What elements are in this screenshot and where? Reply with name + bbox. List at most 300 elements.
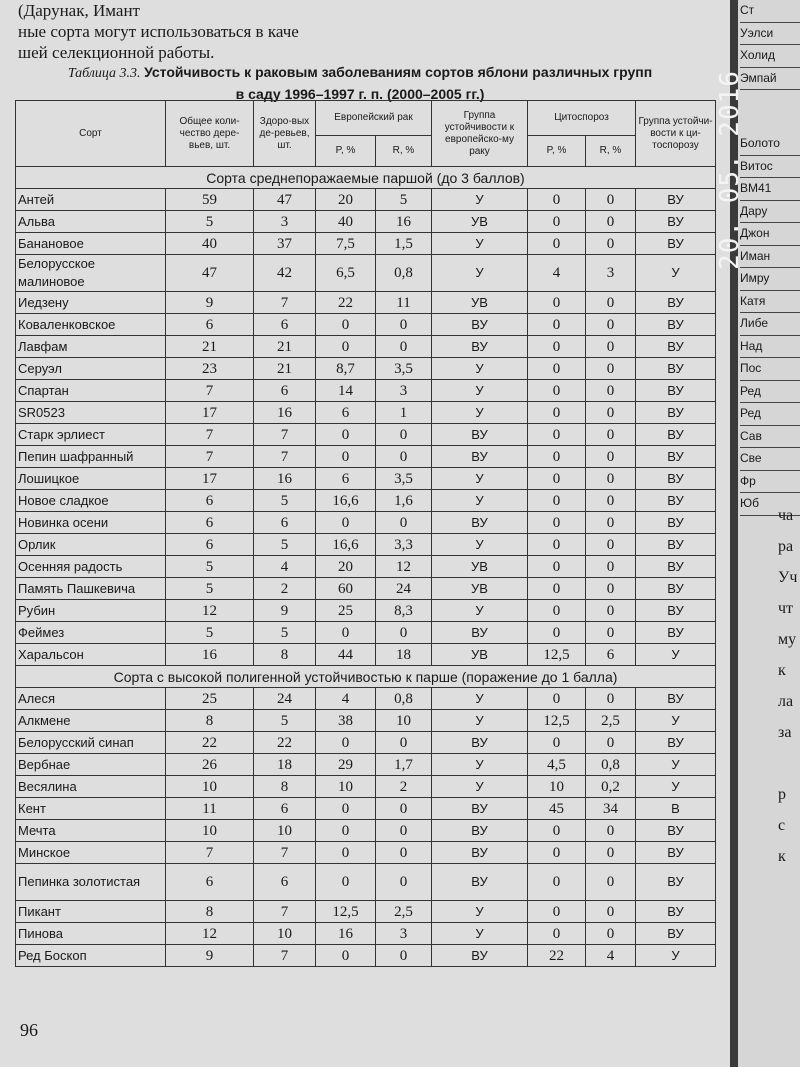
cell-sort: Минское <box>16 842 166 864</box>
right-text-fragment: чт <box>778 600 794 617</box>
cell-cyto-r: 0 <box>586 923 636 945</box>
table-row <box>16 923 716 945</box>
header-sort: Сорт <box>16 101 166 167</box>
cell-euro-p: 16,6 <box>316 490 376 512</box>
right-text-fragment: Уч <box>778 569 798 586</box>
cell-sort: Алкмене <box>16 710 166 732</box>
cell-euro-r: 3,3 <box>376 534 432 556</box>
cell-healthy: 2 <box>254 578 316 600</box>
header-healthy: Здоро-вых де-ревьев, шт. <box>254 101 316 167</box>
cell-sort: Новое сладкое <box>16 490 166 512</box>
cell-total: 10 <box>166 820 254 842</box>
cell-cyto-p: 0 <box>528 402 586 424</box>
cell-healthy: 37 <box>254 233 316 255</box>
right-text-fragment: за <box>778 724 792 741</box>
cell-cyto-r: 0 <box>586 732 636 754</box>
right-page-text <box>778 500 800 872</box>
cell-euro-p: 22 <box>316 292 376 314</box>
cell-euro-r: 1,5 <box>376 233 432 255</box>
cell-cyto-r: 0 <box>586 336 636 358</box>
cell-euro-r: 3 <box>376 923 432 945</box>
cell-euro-p: 40 <box>316 211 376 233</box>
cell-euro-p: 25 <box>316 600 376 622</box>
right-list-item: Иман <box>740 246 800 269</box>
cell-cyto-p: 0 <box>528 380 586 402</box>
table-container <box>15 100 715 967</box>
cell-group-cyto: ВУ <box>636 732 716 754</box>
cell-group-euro: У <box>432 901 528 923</box>
cell-cyto-p: 4,5 <box>528 754 586 776</box>
table-row <box>16 402 716 424</box>
cell-group-euro: УВ <box>432 556 528 578</box>
cell-cyto-p: 0 <box>528 864 586 901</box>
cell-sort: Новинка осени <box>16 512 166 534</box>
cell-healthy: 16 <box>254 402 316 424</box>
right-list-item: Сав <box>740 426 800 449</box>
cell-cyto-p: 0 <box>528 901 586 923</box>
table-row <box>16 622 716 644</box>
table-row <box>16 534 716 556</box>
right-list-item: Либе <box>740 313 800 336</box>
cell-euro-p: 12,5 <box>316 901 376 923</box>
cell-group-euro: ВУ <box>432 314 528 336</box>
cell-group-cyto: ВУ <box>636 688 716 710</box>
cell-group-cyto: ВУ <box>636 336 716 358</box>
cell-cyto-p: 0 <box>528 600 586 622</box>
cell-euro-r: 3,5 <box>376 468 432 490</box>
cell-total: 7 <box>166 380 254 402</box>
cell-sort: Весялина <box>16 776 166 798</box>
cell-total: 7 <box>166 446 254 468</box>
cell-group-cyto: ВУ <box>636 490 716 512</box>
cell-total: 26 <box>166 754 254 776</box>
cell-cyto-p: 0 <box>528 468 586 490</box>
cell-sort: Мечта <box>16 820 166 842</box>
cell-sort: Серуэл <box>16 358 166 380</box>
cell-euro-r: 3 <box>376 380 432 402</box>
cell-cyto-r: 0 <box>586 292 636 314</box>
cell-group-euro: УВ <box>432 292 528 314</box>
cell-group-cyto: У <box>636 754 716 776</box>
cell-cyto-p: 12,5 <box>528 644 586 666</box>
cell-euro-r: 0 <box>376 446 432 468</box>
cell-group-euro: ВУ <box>432 798 528 820</box>
cell-total: 17 <box>166 402 254 424</box>
cell-total: 7 <box>166 424 254 446</box>
cell-euro-p: 0 <box>316 732 376 754</box>
cell-group-cyto: ВУ <box>636 292 716 314</box>
cell-cyto-r: 0 <box>586 578 636 600</box>
cell-cyto-p: 0 <box>528 688 586 710</box>
right-text-fragment: ча <box>778 507 794 524</box>
table-title-line2: в саду 1996–1997 г. п. (2000–2005 гг.) <box>235 86 485 102</box>
right-list-item: Болото <box>740 133 800 156</box>
cell-cyto-r: 0 <box>586 380 636 402</box>
cell-sort: Орлик <box>16 534 166 556</box>
cell-healthy: 6 <box>254 380 316 402</box>
cell-euro-p: 0 <box>316 622 376 644</box>
cell-euro-r: 0,8 <box>376 255 432 292</box>
cell-group-cyto: ВУ <box>636 512 716 534</box>
cell-group-euro: ВУ <box>432 446 528 468</box>
cell-total: 6 <box>166 864 254 901</box>
cell-euro-p: 6,5 <box>316 255 376 292</box>
cell-group-cyto: ВУ <box>636 556 716 578</box>
cell-cyto-r: 34 <box>586 798 636 820</box>
cell-euro-r: 0 <box>376 314 432 336</box>
right-list-item: Имру <box>740 268 800 291</box>
cell-euro-r: 5 <box>376 189 432 211</box>
cell-total: 5 <box>166 622 254 644</box>
cell-healthy: 24 <box>254 688 316 710</box>
cell-sort: Лавфам <box>16 336 166 358</box>
table-row <box>16 901 716 923</box>
table-row <box>16 732 716 754</box>
cell-cyto-p: 0 <box>528 578 586 600</box>
right-list-item: Уэлси <box>740 23 800 46</box>
cell-group-cyto: ВУ <box>636 820 716 842</box>
table-row <box>16 211 716 233</box>
cell-euro-r: 0 <box>376 622 432 644</box>
cell-healthy: 7 <box>254 446 316 468</box>
cell-healthy: 10 <box>254 820 316 842</box>
cell-euro-p: 16 <box>316 923 376 945</box>
cell-cyto-p: 0 <box>528 732 586 754</box>
cell-euro-r: 0 <box>376 732 432 754</box>
cell-total: 11 <box>166 798 254 820</box>
section-row <box>16 167 716 189</box>
cell-sort: Осенняя радость <box>16 556 166 578</box>
cell-group-euro: ВУ <box>432 945 528 967</box>
cell-healthy: 22 <box>254 732 316 754</box>
cell-euro-p: 20 <box>316 556 376 578</box>
cell-healthy: 7 <box>254 901 316 923</box>
cell-sort: Банановое <box>16 233 166 255</box>
cell-euro-p: 4 <box>316 688 376 710</box>
cell-cyto-r: 0 <box>586 211 636 233</box>
cell-sort: Пепинка золотистая <box>16 864 166 901</box>
cell-cyto-r: 0 <box>586 358 636 380</box>
cell-euro-r: 12 <box>376 556 432 578</box>
cell-euro-p: 6 <box>316 468 376 490</box>
cell-healthy: 9 <box>254 600 316 622</box>
cell-group-euro: У <box>432 358 528 380</box>
section-row <box>16 666 716 688</box>
cell-sort: SR0523 <box>16 402 166 424</box>
cell-group-euro: У <box>432 189 528 211</box>
cell-sort: Коваленковское <box>16 314 166 336</box>
cell-euro-p: 6 <box>316 402 376 424</box>
cell-euro-r: 0,8 <box>376 688 432 710</box>
cell-cyto-r: 0 <box>586 556 636 578</box>
table-row <box>16 798 716 820</box>
cell-cyto-r: 0 <box>586 820 636 842</box>
cell-cyto-p: 0 <box>528 189 586 211</box>
cell-cyto-r: 0 <box>586 314 636 336</box>
cell-euro-r: 1,6 <box>376 490 432 512</box>
cell-cyto-r: 0 <box>586 864 636 901</box>
cell-euro-p: 0 <box>316 945 376 967</box>
cell-cyto-p: 0 <box>528 512 586 534</box>
cell-healthy: 7 <box>254 292 316 314</box>
table-row <box>16 945 716 967</box>
right-list-item: Ред <box>740 403 800 426</box>
cell-euro-p: 0 <box>316 864 376 901</box>
cell-healthy: 4 <box>254 556 316 578</box>
cell-cyto-p: 0 <box>528 233 586 255</box>
right-list-item: Све <box>740 448 800 471</box>
section-title: Сорта среднепоражаемые паршой (до 3 баллов) <box>16 167 716 189</box>
cell-cyto-p: 10 <box>528 776 586 798</box>
cell-euro-r: 18 <box>376 644 432 666</box>
cell-euro-p: 0 <box>316 314 376 336</box>
cell-group-euro: ВУ <box>432 424 528 446</box>
cell-group-euro: У <box>432 776 528 798</box>
cell-euro-p: 14 <box>316 380 376 402</box>
cell-group-cyto: ВУ <box>636 446 716 468</box>
cell-total: 6 <box>166 314 254 336</box>
cell-healthy: 5 <box>254 490 316 512</box>
table-row <box>16 578 716 600</box>
cell-euro-p: 0 <box>316 798 376 820</box>
cell-healthy: 16 <box>254 468 316 490</box>
cell-cyto-r: 2,5 <box>586 710 636 732</box>
cell-total: 5 <box>166 556 254 578</box>
cell-healthy: 8 <box>254 644 316 666</box>
cell-total: 7 <box>166 842 254 864</box>
cell-euro-p: 16,6 <box>316 534 376 556</box>
cell-cyto-p: 45 <box>528 798 586 820</box>
table-row <box>16 358 716 380</box>
cell-total: 6 <box>166 534 254 556</box>
cell-group-cyto: ВУ <box>636 380 716 402</box>
cell-euro-p: 0 <box>316 446 376 468</box>
cell-healthy: 7 <box>254 424 316 446</box>
cell-sort: Феймез <box>16 622 166 644</box>
cell-euro-p: 8,7 <box>316 358 376 380</box>
right-text-fragment: ла <box>778 693 794 710</box>
cell-group-euro: У <box>432 233 528 255</box>
cell-total: 17 <box>166 468 254 490</box>
cell-total: 6 <box>166 512 254 534</box>
intro-text <box>18 0 718 63</box>
cell-cyto-p: 4 <box>528 255 586 292</box>
cell-cyto-r: 0 <box>586 468 636 490</box>
table-row <box>16 292 716 314</box>
cell-euro-r: 8,3 <box>376 600 432 622</box>
cell-group-euro: У <box>432 710 528 732</box>
cell-group-euro: ВУ <box>432 732 528 754</box>
right-text-fragment: к <box>778 848 786 865</box>
cell-cyto-p: 22 <box>528 945 586 967</box>
cell-group-cyto: У <box>636 644 716 666</box>
cell-cyto-r: 0 <box>586 189 636 211</box>
cell-cyto-r: 3 <box>586 255 636 292</box>
cell-euro-r: 1,7 <box>376 754 432 776</box>
cell-group-cyto: ВУ <box>636 314 716 336</box>
cell-total: 5 <box>166 211 254 233</box>
cell-group-cyto: ВУ <box>636 901 716 923</box>
section-title: Сорта с высокой полигенной устойчивостью к парше (поражение до 1 балла) <box>16 666 716 688</box>
cell-sort: Пепин шафранный <box>16 446 166 468</box>
cell-group-cyto: ВУ <box>636 402 716 424</box>
cell-euro-r: 0 <box>376 336 432 358</box>
cell-sort: Иедзену <box>16 292 166 314</box>
right-text-fragment <box>778 748 800 779</box>
cell-group-cyto: ВУ <box>636 424 716 446</box>
cell-total: 16 <box>166 644 254 666</box>
right-text-fragment: к <box>778 662 786 679</box>
cell-euro-r: 2,5 <box>376 901 432 923</box>
cell-cyto-p: 0 <box>528 490 586 512</box>
right-list-item: Ред <box>740 381 800 404</box>
right-list-item: Витос <box>740 156 800 179</box>
cell-group-euro: У <box>432 688 528 710</box>
table-row <box>16 314 716 336</box>
cell-cyto-r: 6 <box>586 644 636 666</box>
header-group-cyto: Группа устойчи-вости к ци-тоспорозу <box>636 101 716 167</box>
cell-euro-r: 0 <box>376 820 432 842</box>
cell-group-euro: У <box>432 468 528 490</box>
cell-group-euro: ВУ <box>432 336 528 358</box>
table-row <box>16 380 716 402</box>
intro-line: (Дарунак, Имант <box>18 1 140 20</box>
cell-group-cyto: ВУ <box>636 578 716 600</box>
cell-sort: Харальсон <box>16 644 166 666</box>
date-stamp-text: 20. 05. 2016 <box>715 70 745 270</box>
cell-euro-p: 29 <box>316 754 376 776</box>
cell-healthy: 42 <box>254 255 316 292</box>
cell-cyto-r: 0 <box>586 842 636 864</box>
table-row <box>16 688 716 710</box>
cell-sort: Рубин <box>16 600 166 622</box>
cell-group-cyto: ВУ <box>636 534 716 556</box>
table-row <box>16 468 716 490</box>
table-row <box>16 820 716 842</box>
cell-cyto-r: 0 <box>586 490 636 512</box>
header-cyto-p: P, % <box>528 136 586 167</box>
cell-healthy: 8 <box>254 776 316 798</box>
cell-cyto-p: 0 <box>528 842 586 864</box>
cell-total: 59 <box>166 189 254 211</box>
cell-cyto-r: 0 <box>586 446 636 468</box>
cell-total: 12 <box>166 600 254 622</box>
cell-cyto-r: 0 <box>586 512 636 534</box>
table-row <box>16 336 716 358</box>
cell-cyto-r: 4 <box>586 945 636 967</box>
cell-total: 10 <box>166 776 254 798</box>
cell-group-cyto: ВУ <box>636 211 716 233</box>
cell-group-euro: У <box>432 754 528 776</box>
cell-total: 8 <box>166 901 254 923</box>
cell-euro-p: 60 <box>316 578 376 600</box>
cell-euro-p: 38 <box>316 710 376 732</box>
cell-healthy: 7 <box>254 842 316 864</box>
cell-total: 25 <box>166 688 254 710</box>
cell-total: 22 <box>166 732 254 754</box>
cell-sort: Кент <box>16 798 166 820</box>
cell-euro-r: 16 <box>376 211 432 233</box>
right-list-item: Джон <box>740 223 800 246</box>
right-list-item: Юб <box>740 493 800 516</box>
table-title: Устойчивость к раковым заболеваниям сортов яблони различных групп <box>144 64 653 80</box>
cell-euro-r: 0 <box>376 798 432 820</box>
cell-cyto-p: 0 <box>528 534 586 556</box>
cell-group-cyto: ВУ <box>636 468 716 490</box>
cell-group-cyto: ВУ <box>636 842 716 864</box>
cell-group-cyto: У <box>636 710 716 732</box>
right-list-item: Катя <box>740 291 800 314</box>
right-list-item: Ст <box>740 0 800 23</box>
cell-healthy: 6 <box>254 512 316 534</box>
cell-group-euro: У <box>432 534 528 556</box>
cell-group-euro: У <box>432 923 528 945</box>
table-row <box>16 446 716 468</box>
cell-cyto-p: 0 <box>528 820 586 842</box>
cell-healthy: 7 <box>254 945 316 967</box>
cell-healthy: 6 <box>254 864 316 901</box>
cell-sort: Алеся <box>16 688 166 710</box>
right-list-item: Дару <box>740 201 800 224</box>
cell-cyto-r: 0 <box>586 534 636 556</box>
cell-group-euro: УВ <box>432 644 528 666</box>
table-row <box>16 255 716 292</box>
cell-sort: Альва <box>16 211 166 233</box>
cell-total: 6 <box>166 490 254 512</box>
cell-euro-r: 0 <box>376 864 432 901</box>
right-list-item: Холид <box>740 45 800 68</box>
cell-group-euro: У <box>432 600 528 622</box>
cell-group-euro: У <box>432 255 528 292</box>
cell-cyto-p: 0 <box>528 358 586 380</box>
cell-group-cyto: ВУ <box>636 189 716 211</box>
intro-line: ные сорта могут использоваться в каче <box>18 22 299 41</box>
cell-euro-r: 2 <box>376 776 432 798</box>
table-row <box>16 600 716 622</box>
cell-group-euro: ВУ <box>432 842 528 864</box>
table-row <box>16 424 716 446</box>
cell-cyto-p: 0 <box>528 923 586 945</box>
table-row <box>16 754 716 776</box>
table-row <box>16 842 716 864</box>
cell-euro-r: 0 <box>376 512 432 534</box>
cell-euro-r: 0 <box>376 424 432 446</box>
cell-sort: Пинова <box>16 923 166 945</box>
table-row <box>16 512 716 534</box>
cell-euro-p: 7,5 <box>316 233 376 255</box>
cell-healthy: 18 <box>254 754 316 776</box>
cell-cyto-p: 0 <box>528 622 586 644</box>
right-list-item: ВМ41 <box>740 178 800 201</box>
cell-group-euro: УВ <box>432 211 528 233</box>
cell-group-euro: У <box>432 490 528 512</box>
header-group-euro: Группа устойчивости к европейско-му раку <box>432 101 528 167</box>
cell-group-euro: УВ <box>432 578 528 600</box>
resistance-table <box>15 100 716 967</box>
cell-healthy: 6 <box>254 314 316 336</box>
cell-euro-r: 0 <box>376 945 432 967</box>
table-label: Таблица 3.3. <box>67 66 141 81</box>
cell-euro-p: 0 <box>316 512 376 534</box>
cell-sort: Ред Боскоп <box>16 945 166 967</box>
cell-group-euro: У <box>432 402 528 424</box>
cell-cyto-p: 0 <box>528 211 586 233</box>
cell-healthy: 3 <box>254 211 316 233</box>
cell-euro-p: 0 <box>316 336 376 358</box>
cell-cyto-p: 0 <box>528 292 586 314</box>
cell-healthy: 10 <box>254 923 316 945</box>
right-text-fragment: с <box>778 817 786 834</box>
